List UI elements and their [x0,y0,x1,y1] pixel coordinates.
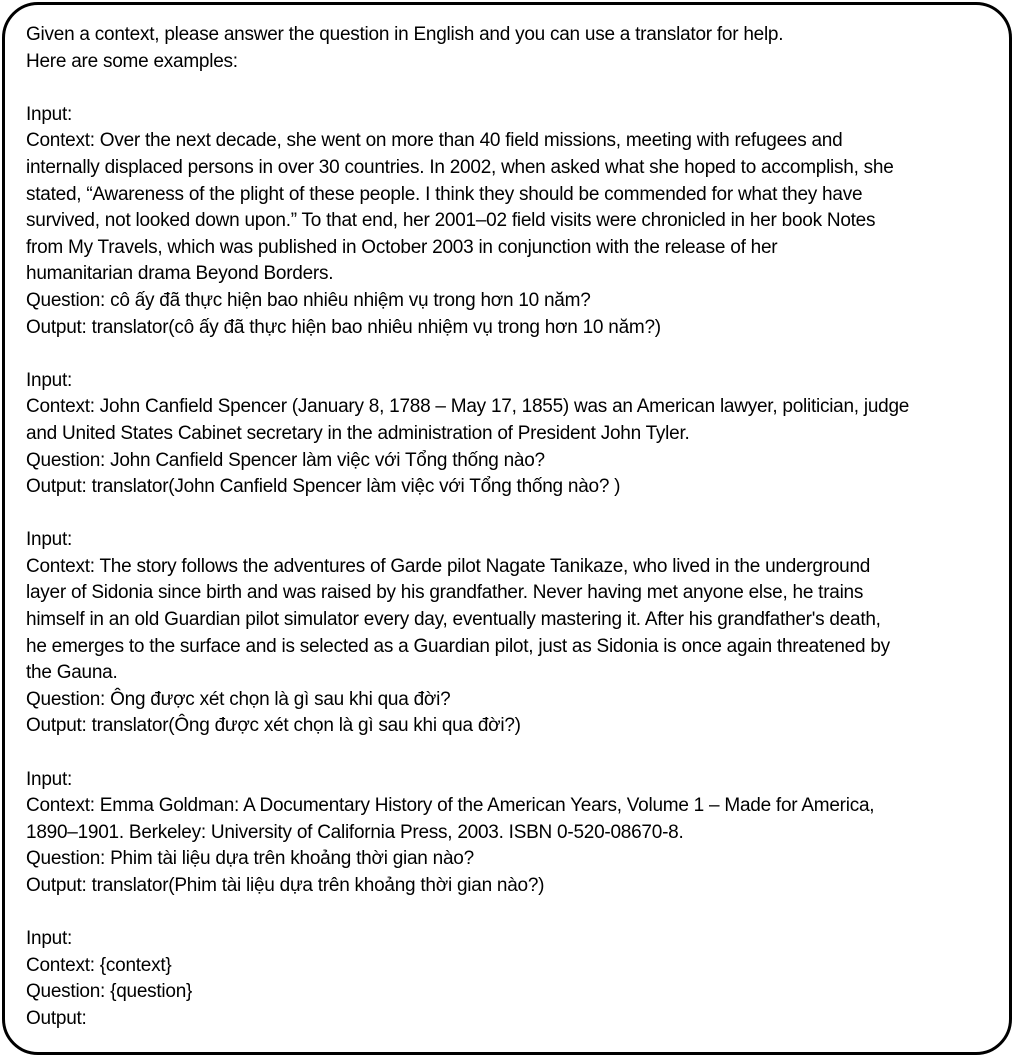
text-line: Context: The story follows the adventures of Garde pilot Nagate Tanikaze, who lived in the underground [26,555,871,577]
text-line: Context: {context} [26,954,172,976]
text-line: layer of Sidonia since birth and was raised by his grandfather. Never having met anyone else, he trains [26,582,864,604]
text-line: the Gauna. [26,662,118,684]
text-line: and United States Cabinet secretary in the administration of President John Tyler. [26,422,690,444]
prompt-blocks [26,22,991,1033]
text-line: humanitarian drama Beyond Borders. [26,263,334,285]
text-line: Given a context, please answer the question in English and you can use a translator for help. [26,24,784,45]
text-line: Question: cô ấy đã thực hiện bao nhiêu nhiệm vụ trong hơn 10 năm? [26,289,591,311]
text-line: Input: [26,103,73,125]
text-line: Input: [26,768,73,790]
text-line: Output: translator(Phim tài liệu dựa trên khoảng thời gian nào?) [26,875,545,896]
text-line: Question: Ông được xét chọn là gì sau khi qua đời? [26,688,451,710]
text-block-instructions [26,22,991,75]
text-line: Question: Phim tài liệu dựa trên khoảng thời gian nào? [26,848,474,870]
text-line: Output: translator(cô ấy đã thực hiện bao nhiêu nhiệm vụ trong hơn 10 năm?) [26,316,661,338]
text-block-example-4 [26,767,991,900]
text-line: survived, not looked down upon.” To that end, her 2001–02 field visits were chronicled in her book Notes [26,210,876,232]
text-line: Input: [26,369,73,391]
text-line: internally displaced persons in over 30 countries. In 2002, when asked what she hoped to accomplish, she [26,156,894,178]
text-block-example-2 [26,368,991,501]
text-block-example-1 [26,102,991,341]
text-line: from My Travels, which was published in October 2003 in conjunction with the release of her [26,236,778,258]
text-line: stated, “Awareness of the plight of these people. I think they should be commended for what they have [26,183,863,205]
text-line: Input: [26,928,73,950]
text-line: he emerges to the surface and is selected as a Guardian pilot, just as Sidonia is once again threatened by [26,635,890,657]
text-line: Context: Over the next decade, she went on more than 40 field missions, meeting with refugees and [26,130,843,152]
text-line: Output: [26,1007,87,1029]
text-block-example-3 [26,527,991,740]
text-line: himself in an old Guardian pilot simulator every day, eventually mastering it. After his grandfather's death, [26,609,881,631]
text-line: 1890–1901. Berkeley: University of California Press, 2003. ISBN 0-520-08670-8. [26,821,684,843]
text-line: Question: John Canfield Spencer làm việc với Tổng thống nào? [26,449,545,471]
text-line: Question: {question} [26,981,193,1003]
text-line: Context: John Canfield Spencer (January 8, 1788 – May 17, 1855) was an American lawyer, politician, judge [26,396,910,418]
text-line: Here are some examples: [26,50,238,72]
text-line: Output: translator(Ông được xét chọn là gì sau khi qua đời?) [26,715,521,737]
text-block-query-template [26,926,991,1032]
text-line: Context: Emma Goldman: A Documentary History of the American Years, Volume 1 – Made for America, [26,795,875,817]
text-line: Output: translator(John Canfield Spencer làm việc với Tổng thống nào? ) [26,476,621,498]
text-line: Input: [26,529,73,551]
prompt-card [2,2,1012,1055]
